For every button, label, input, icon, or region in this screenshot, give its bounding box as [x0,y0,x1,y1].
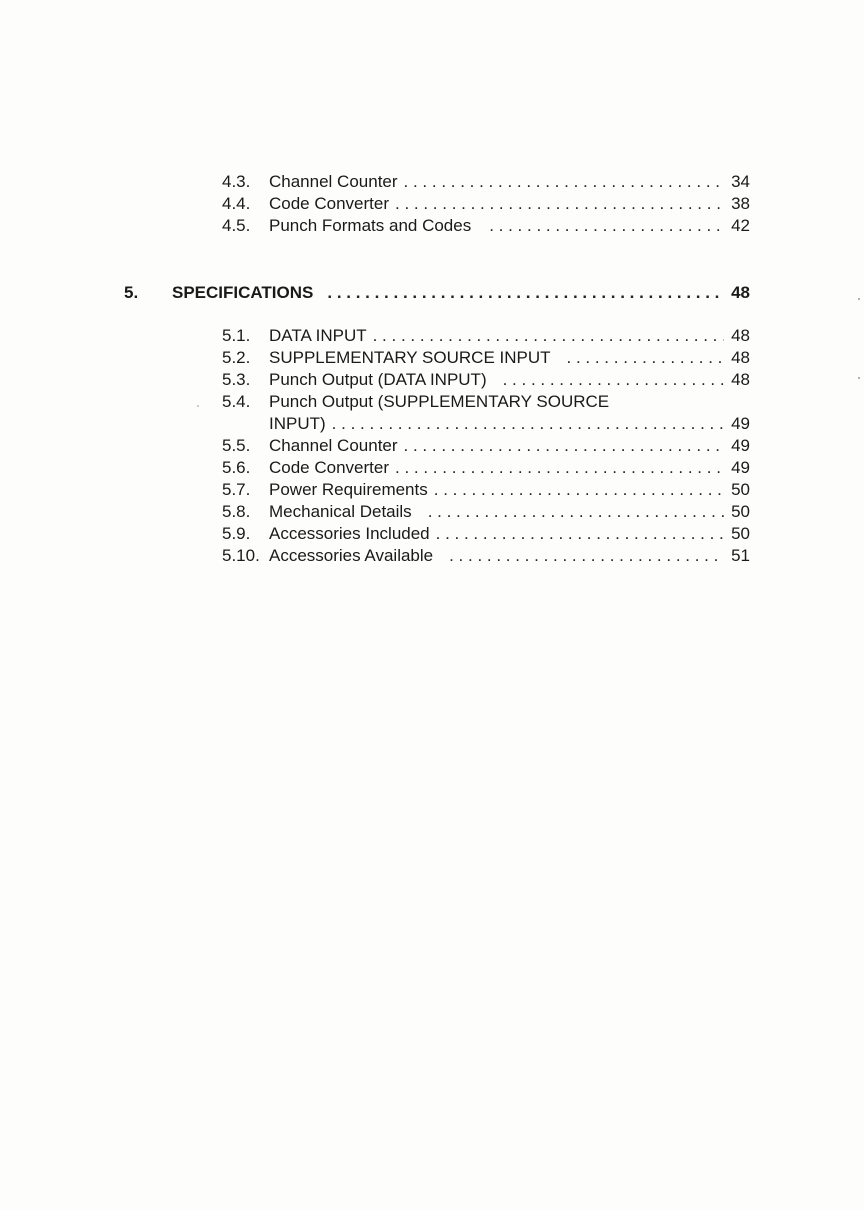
toc-entry-5-4 [222,391,750,413]
toc-entry-5-9 [222,523,750,545]
toc-entry-page: 48 [731,370,750,389]
toc-entry-title: Punch Output (SUPPLEMENTARY SOURCE [269,392,610,411]
toc-entry-5-10 [222,545,750,567]
toc-leader-dots [395,193,724,215]
toc-leader-dots [567,347,724,369]
toc-entry-title: Code Converter [269,194,390,213]
toc-leader-dots [434,479,724,501]
toc-entry-title: Code Converter [269,458,390,477]
toc-entry-title: Channel Counter [269,172,398,191]
toc-chapter-5 [124,282,750,304]
toc-entry-5-4-continued [269,413,750,435]
toc-entry-title: Punch Formats and Codes [269,216,472,235]
toc-entry-title-continued: INPUT) [269,414,326,433]
toc-entry-number: 5.6. [222,458,251,477]
toc-entry-page: 38 [731,194,750,213]
toc-chapter-title: SPECIFICATIONS [172,283,314,302]
toc-entry-title: Mechanical Details [269,502,412,521]
toc-chapter-number: 5. [124,283,139,302]
toc-entry-page: 42 [731,216,750,235]
toc-leader-dots [404,171,724,193]
toc-leader-dots [503,369,724,391]
toc-entry-number: 5.10. [222,546,260,565]
toc-entry-5-2 [222,347,750,369]
toc-entry-5-8 [222,501,750,523]
toc-entry-number: 5.2. [222,348,251,367]
toc-leader-dots [373,325,724,347]
toc-entry-page: 49 [731,458,750,477]
toc-entry-page: 51 [731,546,750,565]
toc-entry-4-3 [222,171,750,193]
toc-entry-4-4 [222,193,750,215]
toc-leader-dots [489,215,724,237]
toc-entry-4-5 [222,215,750,237]
toc-entry-page: 34 [731,172,750,191]
toc-entry-number: 5.3. [222,370,251,389]
toc-entry-number: 4.5. [222,216,251,235]
toc-entry-title: Accessories Included [269,524,430,543]
toc-entry-title: SUPPLEMENTARY SOURCE INPUT [269,348,551,367]
toc-entry-page: 48 [731,348,750,367]
toc-entry-number: 5.7. [222,480,251,499]
toc-entry-number: 5.1. [222,326,251,345]
toc-entry-5-5 [222,435,750,457]
toc-leader-dots [404,435,724,457]
toc-entry-number: 5.8. [222,502,251,521]
toc-entry-number: 4.3. [222,172,251,191]
toc-leader-dots [436,523,724,545]
scan-speck [197,405,199,407]
toc-leader-dots [449,545,724,567]
toc-entry-title: Channel Counter [269,436,398,455]
toc-entry-title: Power Requirements [269,480,428,499]
toc-entry-number: 5.9. [222,524,251,543]
scan-speck [858,377,860,379]
toc-entry-5-1 [222,325,750,347]
toc-chapter-page: 48 [731,283,750,302]
toc-entry-title: Punch Output (DATA INPUT) [269,370,487,389]
toc-entry-title: DATA INPUT [269,326,367,345]
toc-entry-title: Accessories Available [269,546,434,565]
toc-entry-5-6 [222,457,750,479]
toc-entry-page: 49 [731,436,750,455]
toc-leader-dots [395,457,724,479]
toc-entry-page: 50 [731,502,750,521]
toc-entry-page: 50 [731,524,750,543]
toc-entry-5-3 [222,369,750,391]
toc-leader-dots [428,501,724,523]
toc-leader-dots [327,282,724,304]
toc-entry-5-7 [222,479,750,501]
toc-entry-page: 49 [731,414,750,433]
toc-entry-page: 48 [731,326,750,345]
toc-entry-number: 4.4. [222,194,251,213]
toc-entry-page: 50 [731,480,750,499]
scan-speck [858,298,860,300]
toc-leader-dots [332,413,724,435]
toc-entry-number: 5.5. [222,436,251,455]
toc-entry-number: 5.4. [222,392,251,411]
